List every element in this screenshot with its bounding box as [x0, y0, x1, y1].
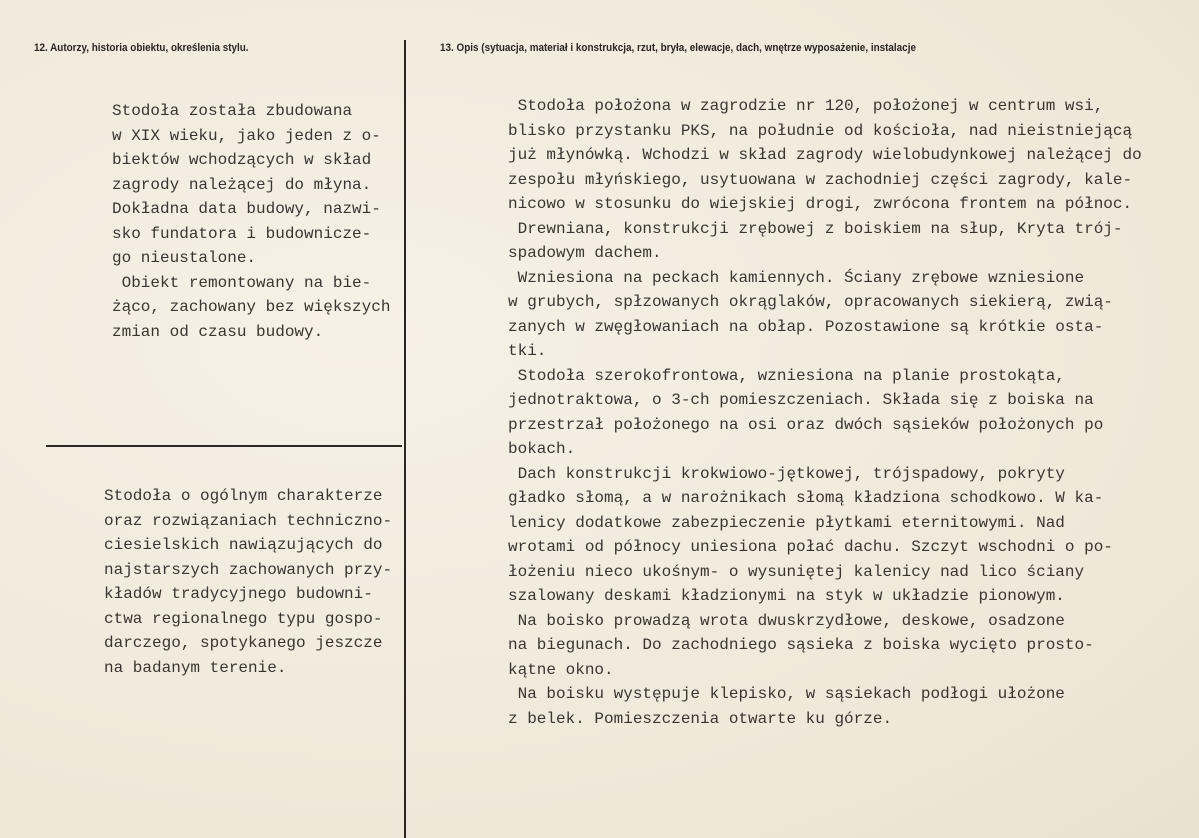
- text-line: zmian od czasu budowy.: [112, 322, 324, 341]
- text-line: zagrody należącej do młyna.: [112, 175, 372, 194]
- text-line: oraz rozwiązaniach techniczno-: [104, 511, 393, 530]
- style-text: [104, 484, 392, 680]
- text-line: na badanym terenie.: [104, 658, 287, 677]
- text-line: Stodoła została zbudowana: [112, 102, 353, 120]
- text-line: spadowym dachem.: [508, 244, 662, 262]
- text-line: Wzniesiona na peckach kamiennych. Ściany zrębowe wzniesione: [508, 268, 1085, 287]
- text-line: z belek. Pomieszczenia otwarte ku górze.: [508, 709, 893, 728]
- column-divider: [404, 40, 406, 838]
- text-line: go nieustalone.: [112, 249, 257, 267]
- text-line: kątne okno.: [508, 660, 614, 679]
- text-line: na biegunach. Do zachodniego sąsieka z boiska wycięto prosto-: [508, 636, 1094, 654]
- text-line: darczego, spotykanego jeszcze: [104, 634, 383, 652]
- text-line: Stodoła szerokofrontowa, wzniesiona na planie prostokąta,: [508, 366, 1065, 385]
- text-line: Na boisku występuje klepisko, w sąsiekach podłogi ułożone: [508, 685, 1065, 703]
- text-line: w XIX wieku, jako jeden z o-: [112, 126, 381, 145]
- text-line: Drewniana, konstrukcji zrębowej z boiskiem na słup, Kryta trój-: [508, 219, 1123, 238]
- text-line: szalowany deskami kładzionymi na styk w układzie pionowym.: [508, 587, 1065, 605]
- text-line: kładów tradycyjnego budowni-: [104, 585, 373, 603]
- text-line: sko fundatora i budownicze-: [112, 224, 372, 243]
- text-line: zespołu młyńskiego, usytuowana w zachodniej części zagrody, kale-: [508, 170, 1133, 189]
- text-line: ctwa regionalnego typu gospo-: [104, 609, 383, 628]
- section-13-heading: 13. Opis (sytuacja, materiał i konstrukcja, rzut, bryła, elewacje, dach, wnętrze wyposażenie, instalacje: [440, 42, 916, 54]
- text-line: zanych w zwęgłowaniach na obłap. Pozostawione są krótkie osta-: [508, 317, 1104, 336]
- text-line: lenicy dodatkowe zabezpieczenie płytkami eternitowymi. Nad: [508, 513, 1065, 532]
- text-line: gładko słomą, a w narożnikach słomą kładziona schodkowo. W ka-: [508, 489, 1104, 507]
- text-line: w grubych, spłzowanych okrąglaków, opracowanych siekierą, zwią-: [508, 293, 1113, 311]
- text-line: Na boisko prowadzą wrota dwuskrzydłowe, deskowe, osadzone: [508, 611, 1065, 630]
- text-line: biektów wchodzących w skład: [112, 151, 372, 169]
- section-divider: [46, 445, 402, 447]
- text-line: jednotraktowa, o 3-ch pomieszczeniach. Składa się z boiska na: [508, 391, 1094, 409]
- text-line: tki.: [508, 342, 547, 360]
- text-line: Stodoła o ogólnym charakterze: [104, 487, 383, 505]
- description-text: [508, 94, 1142, 731]
- text-line: wrotami od północy uniesiona połać dachu. Szczyt wschodni o po-: [508, 538, 1113, 556]
- text-line: bokach.: [508, 440, 576, 458]
- text-line: łożeniu nieco ukośnym- o wysuniętej kalenicy nad lico ściany: [508, 562, 1085, 581]
- text-line: już młynówką. Wchodzi w skład zagrody wielobudynkowej należącej do: [508, 146, 1142, 164]
- text-line: żąco, zachowany bez większych: [112, 298, 391, 316]
- text-line: Dach konstrukcji krokwiowo-jętkowej, trójspadowy, pokryty: [508, 464, 1065, 483]
- text-line: blisko przystanku PKS, na południe od kościoła, nad nieistniejącą: [508, 121, 1133, 140]
- text-line: Obiekt remontowany na bie-: [112, 273, 372, 292]
- text-line: Dokładna data budowy, nazwi-: [112, 200, 381, 218]
- text-line: Stodoła położona w zagrodzie nr 120, położonej w centrum wsi,: [508, 97, 1104, 115]
- text-line: ciesielskich nawiązujących do: [104, 536, 383, 554]
- history-text: [112, 99, 390, 344]
- text-line: przestrzał położonego na osi oraz dwóch sąsieków położonych po: [508, 415, 1104, 434]
- text-line: najstarszych zachowanych przy-: [104, 560, 393, 579]
- text-line: nicowo w stosunku do wiejskiej drogi, zwrócona frontem na północ.: [508, 195, 1133, 213]
- section-12-heading: 12. Autorzy, historia obiektu, określenia stylu.: [34, 42, 249, 54]
